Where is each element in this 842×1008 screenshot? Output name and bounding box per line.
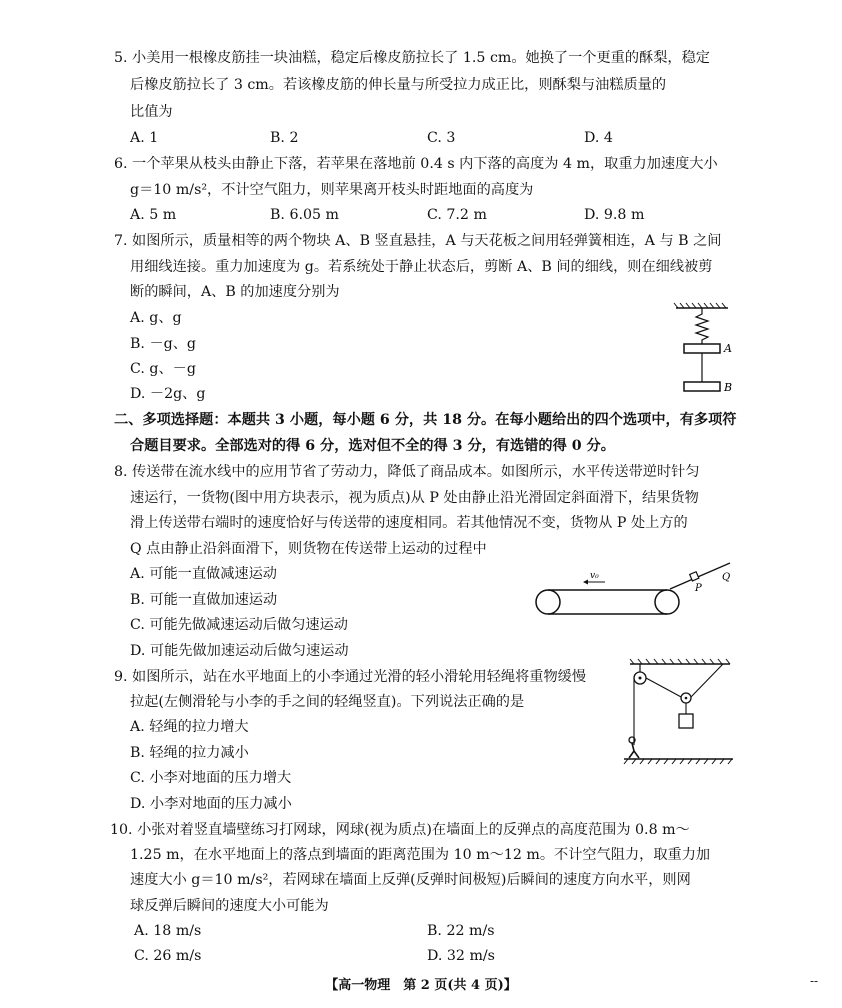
- q9-pulley-figure: [620, 658, 735, 766]
- q6-option-a: A. 5 m: [130, 207, 177, 223]
- page-footer: 【高一物理 第 2 页(共 4 页)】: [325, 978, 517, 993]
- q8-line-4: Q 点由静止沿斜面滑下，则货物在传送带上运动的过程中: [130, 541, 487, 557]
- q8-conveyor-figure: [530, 560, 750, 620]
- q6-option-b: B. 6.05 m: [270, 207, 339, 223]
- q8-label-p: P: [695, 583, 702, 594]
- q8-option-c: C. 可能先做减速运动后做匀速运动: [130, 617, 348, 633]
- footer-dash-mark: --: [810, 974, 819, 988]
- q10-option-b: B. 22 m/s: [427, 923, 495, 939]
- q8-line-3: 滑上传送带右端时的速度恰好与传送带的速度相同。若其他情况不变，货物从 P 处上方的: [130, 515, 688, 531]
- q5-option-b: B. 2: [270, 130, 299, 146]
- q8-option-a: A. 可能一直做减速运动: [130, 566, 277, 582]
- q10-line-3: 速度大小 g＝10 m/s²，若网球在墙面上反弹(反弹时间极短)后瞬间的速度方向水平，则网: [130, 872, 691, 888]
- q10-line-2: 1.25 m，在水平地面上的落点到墙面的距离范围为 10 m～12 m。不计空气阻力，取重力加: [130, 847, 711, 863]
- q5-line-1: 5. 小美用一根橡皮筋挂一块油糕，稳定后橡皮筋拉长了 1.5 cm。她换了一个更重的酥梨，稳定: [114, 50, 710, 66]
- q9-option-a: A. 轻绳的拉力增大: [130, 719, 249, 735]
- q9-line-1: 9. 如图所示，站在水平地面上的小李通过光滑的轻小滑轮用轻绳将重物缓慢: [114, 669, 587, 685]
- q8-line-1: 8. 传送带在流水线中的应用节省了劳动力，降低了商品成本。如图所示，水平传送带逆时针匀: [114, 464, 700, 480]
- q8-label-q: Q: [722, 572, 731, 583]
- q9-option-c: C. 小李对地面的压力增大: [130, 770, 292, 786]
- q6-line-2: g＝10 m/s²，不计空气阻力，则苹果离开枝头时距地面的高度为: [130, 182, 534, 198]
- q9-option-d: D. 小李对地面的压力减小: [130, 796, 292, 812]
- q10-option-a: A. 18 m/s: [134, 923, 202, 939]
- section2-heading-line-2: 合题目要求。全部选对的得 6 分，选对但不全的得 3 分，有选错的得 0 分。: [130, 438, 615, 454]
- q8-label-v0: v₀: [590, 571, 599, 581]
- q6-option-c: C. 7.2 m: [427, 207, 487, 223]
- q5-line-2: 后橡皮筋拉长了 3 cm。若该橡皮筋的伸长量与所受拉力成正比，则酥梨与油糕质量的: [130, 77, 667, 93]
- q7-option-c: C. g、－g: [130, 361, 196, 377]
- q7-line-2: 用细线连接。重力加速度为 g。若系统处于静止状态后，剪断 A、B 间的细线，则在细线被剪: [130, 259, 713, 275]
- q9-option-b: B. 轻绳的拉力减小: [130, 745, 249, 761]
- q5-option-d: D. 4: [584, 130, 613, 146]
- q5-line-3: 比值为: [130, 104, 173, 120]
- q10-option-d: D. 32 m/s: [427, 948, 495, 964]
- q6-line-1: 6. 一个苹果从枝头由静止下落，若苹果在落地前 0.4 s 内下落的高度为 4 m，取重力加速度大小: [114, 156, 718, 172]
- section2-heading-line-1: 二、多项选择题：本题共 3 小题，每小题 6 分，共 18 分。在每小题给出的四个选项中，有多项符: [114, 412, 737, 428]
- q7-spring-blocks-figure: [670, 300, 750, 400]
- q5-option-c: C. 3: [427, 130, 456, 146]
- q8-option-b: B. 可能一直做加速运动: [130, 592, 278, 608]
- q7-label-b: B: [724, 381, 733, 394]
- q8-line-2: 速运行，一货物(图中用方块表示，视为质点)从 P 处由静止沿光滑固定斜面滑下，结果货物: [130, 490, 699, 506]
- q9-line-2: 拉起(左侧滑轮与小李的手之间的轻绳竖直)。下列说法正确的是: [130, 694, 525, 710]
- q7-option-b: B. －g、g: [130, 336, 196, 352]
- q5-option-a: A. 1: [130, 130, 159, 146]
- q10-line-1: 10. 小张对着竖直墙壁练习打网球，网球(视为质点)在墙面上的反弹点的高度范围为 0.8 m～: [110, 822, 690, 838]
- q7-label-a: A: [724, 342, 732, 355]
- q7-option-a: A. g、g: [130, 310, 182, 326]
- q10-line-4: 球反弹后瞬间的速度大小可能为: [130, 898, 329, 914]
- q7-line-3: 断的瞬间，A、B 的加速度分别为: [130, 284, 340, 300]
- q8-option-d: D. 可能先做加速运动后做匀速运动: [130, 643, 349, 659]
- q10-option-c: C. 26 m/s: [134, 948, 202, 964]
- q7-line-1: 7. 如图所示，质量相等的两个物块 A、B 竖直悬挂，A 与天花板之间用轻弹簧相连，A 与 B 之间: [114, 233, 722, 249]
- q6-option-d: D. 9.8 m: [584, 207, 645, 223]
- q7-option-d: D. －2g、g: [130, 386, 206, 402]
